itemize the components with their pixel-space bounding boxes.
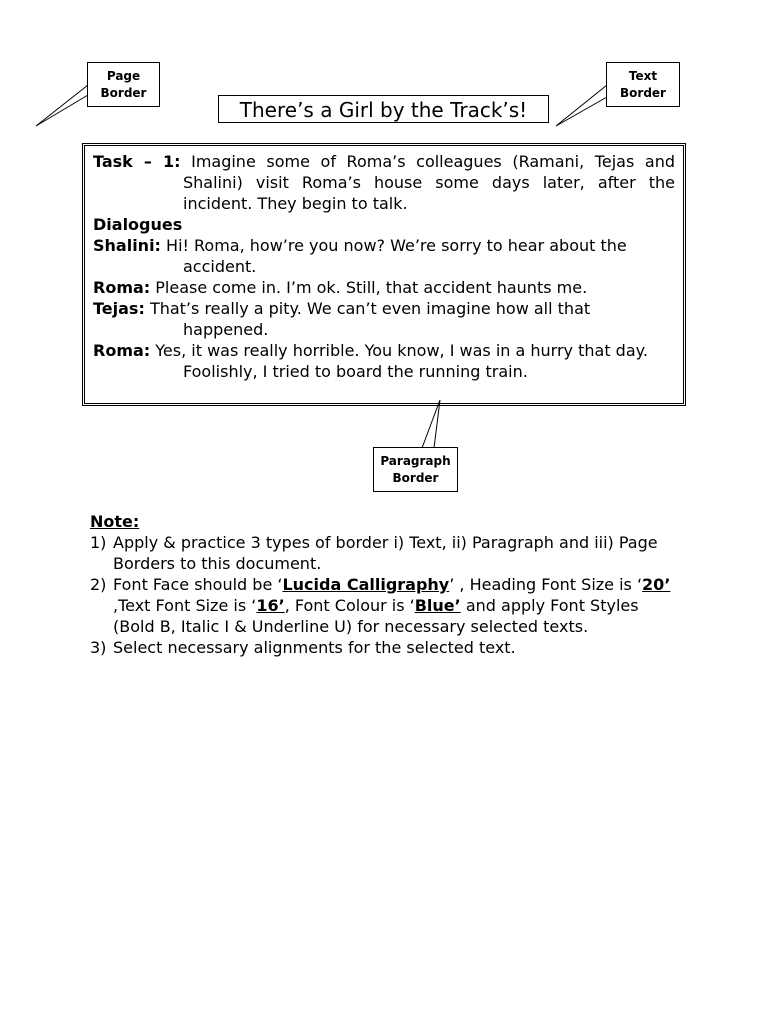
text-border-callout: [606, 62, 680, 107]
text-border-pointer: [556, 85, 607, 126]
callout-line: Border: [392, 470, 439, 485]
note-text: and apply Font Styles (Bold B, Italic I & Underline U) for necessary selected texts.: [113, 596, 639, 636]
dialogue-line: [93, 235, 675, 277]
note-text: ,Text Font Size is ‘: [113, 596, 257, 615]
note-title: Note:: [90, 512, 140, 531]
dialogue-speaker: Roma:: [93, 278, 151, 297]
note-number: 1): [90, 533, 107, 552]
heading-size: 20’: [642, 575, 671, 594]
paragraph-border-callout: [373, 447, 458, 492]
callout-line: Text: [628, 68, 658, 83]
dialogue-line: [93, 277, 675, 298]
dialogue-text: That’s really a pity. We can’t even imagine how all that happened.: [149, 299, 591, 339]
note-number: 2): [90, 575, 107, 594]
text-size: 16’: [256, 596, 285, 615]
callout-line: Border: [100, 85, 147, 100]
dialogue-text: Yes, it was really horrible. You know, I was in a hurry that day. Foolishly, I tried to board the running train.: [155, 341, 648, 381]
note-list: [90, 532, 680, 658]
dialogue-speaker: Tejas:: [93, 299, 145, 318]
callout-line: Paragraph: [380, 453, 451, 468]
callout-line: Border: [620, 85, 666, 100]
page-border-pointer: [36, 85, 88, 126]
note-text: Select necessary alignments for the selected text.: [113, 638, 516, 657]
note-number: 3): [90, 638, 107, 657]
dialogue-text: Hi! Roma, how’re you now? We’re sorry to hear about the accident.: [166, 236, 627, 276]
note-text: , Font Colour is ‘: [284, 596, 415, 615]
dialogue-speaker: Roma:: [93, 341, 151, 360]
paragraph-border-pointer: [422, 400, 440, 448]
dialogue-line: [93, 340, 675, 382]
dialogues-heading: Dialogues: [93, 215, 183, 234]
font-colour: Blue’: [414, 596, 461, 615]
dialogue-speaker: Shalini:: [93, 236, 161, 255]
note-item: [90, 532, 680, 574]
note-text: ’ , Heading Font Size is ‘: [449, 575, 643, 594]
dialogue-text: Please come in. I’m ok. Still, that accident haunts me.: [155, 278, 588, 297]
note-text: Font Face should be ‘: [113, 575, 283, 594]
note-item: [90, 574, 680, 637]
callout-line: Page: [106, 68, 141, 83]
note-text: Apply & practice 3 types of border i) Text, ii) Paragraph and iii) Page Borders to this document.: [113, 533, 658, 573]
page-border-callout: [87, 62, 160, 107]
page-title: There’s a Girl by the Track’s!: [218, 95, 549, 123]
task-text: Imagine some of Roma’s colleagues (Ramani, Tejas and Shalini) visit Roma’s house some days later, after the incident. They begin to talk.: [183, 152, 675, 213]
note-item: [90, 637, 680, 658]
note-section: [90, 511, 680, 658]
dialogue-line: [93, 298, 675, 340]
font-name: Lucida Calligraphy: [282, 575, 450, 594]
task-label: Task – 1:: [93, 152, 181, 171]
task-paragraph: [93, 151, 675, 214]
paragraph-bordered-box: [82, 143, 686, 406]
